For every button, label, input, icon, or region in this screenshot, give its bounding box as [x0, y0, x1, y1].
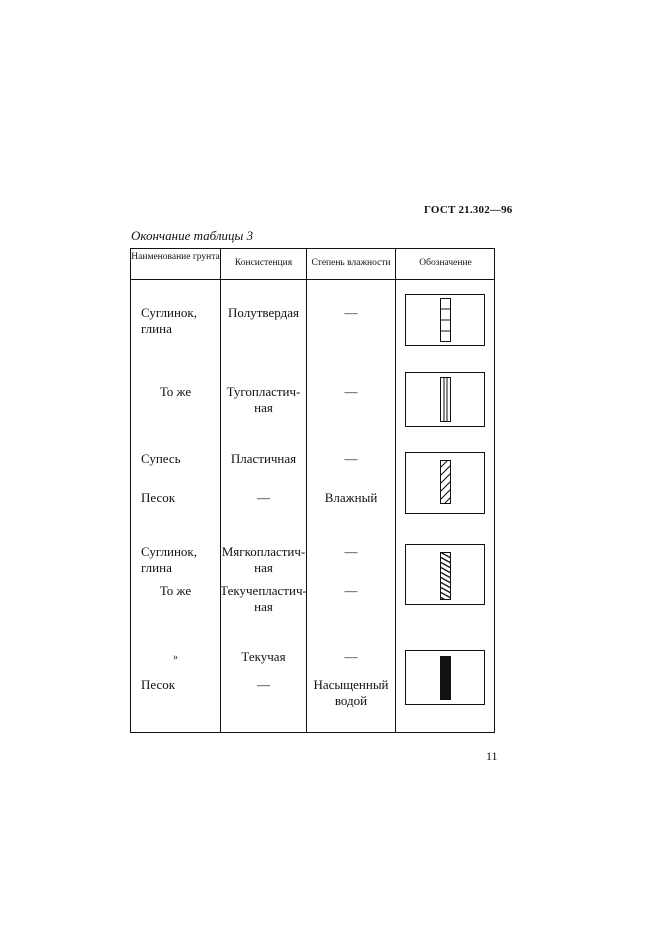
- column-divider: [395, 248, 396, 733]
- row-6-moisture: —: [344, 583, 358, 598]
- row-8-moisture: Насыщенный водой: [313, 677, 389, 708]
- row-8-soil: Песок: [141, 677, 176, 692]
- header-soil-name: Наименование грунта: [131, 252, 220, 262]
- page-number: 11: [486, 749, 498, 763]
- row-3-consistency: Пластичная: [230, 451, 297, 466]
- row-7-moisture: —: [344, 649, 358, 664]
- row-7-consistency: Текучая: [241, 649, 286, 664]
- hatched-bar-icon: [440, 460, 452, 504]
- document-code: ГОСТ 21.302—96: [424, 204, 513, 216]
- row-3-moisture: —: [344, 451, 358, 466]
- segmented-bar-icon: [440, 298, 452, 342]
- row-2-soil: То же: [159, 384, 192, 399]
- header-symbol: Обозначение: [419, 258, 472, 268]
- row-1-consistency: Полутвердая: [228, 305, 299, 320]
- dense-hatched-bar-icon: [440, 552, 452, 600]
- header-moisture: Степень влажности: [311, 258, 391, 268]
- row-4-consistency: —: [257, 490, 270, 505]
- row-7-soil: »: [173, 652, 178, 663]
- row-3-soil: Супесь: [141, 451, 181, 466]
- table-caption: Окончание таблицы 3: [131, 228, 254, 243]
- row-5-moisture: —: [344, 544, 358, 559]
- row-6-consistency: Текучепластич-ная: [220, 583, 307, 614]
- row-1-moisture: —: [344, 305, 358, 320]
- row-5-soil: Суглинок, глина: [141, 544, 197, 575]
- row-5-consistency: Мягкопластич-ная: [221, 544, 306, 575]
- row-8-consistency: —: [257, 677, 270, 692]
- row-1-soil: Суглинок, глина: [141, 305, 197, 336]
- double-line-bar-icon: [440, 377, 452, 422]
- row-6-soil: То же: [159, 583, 192, 598]
- solid-bar-icon: [440, 656, 452, 700]
- row-2-moisture: —: [344, 384, 358, 399]
- header-divider: [130, 279, 495, 280]
- row-2-consistency: Тугопластич-ная: [226, 384, 301, 415]
- header-consistency: Консистенция: [234, 258, 293, 268]
- row-4-soil: Песок: [141, 490, 176, 505]
- row-4-moisture: Влажный: [324, 490, 378, 505]
